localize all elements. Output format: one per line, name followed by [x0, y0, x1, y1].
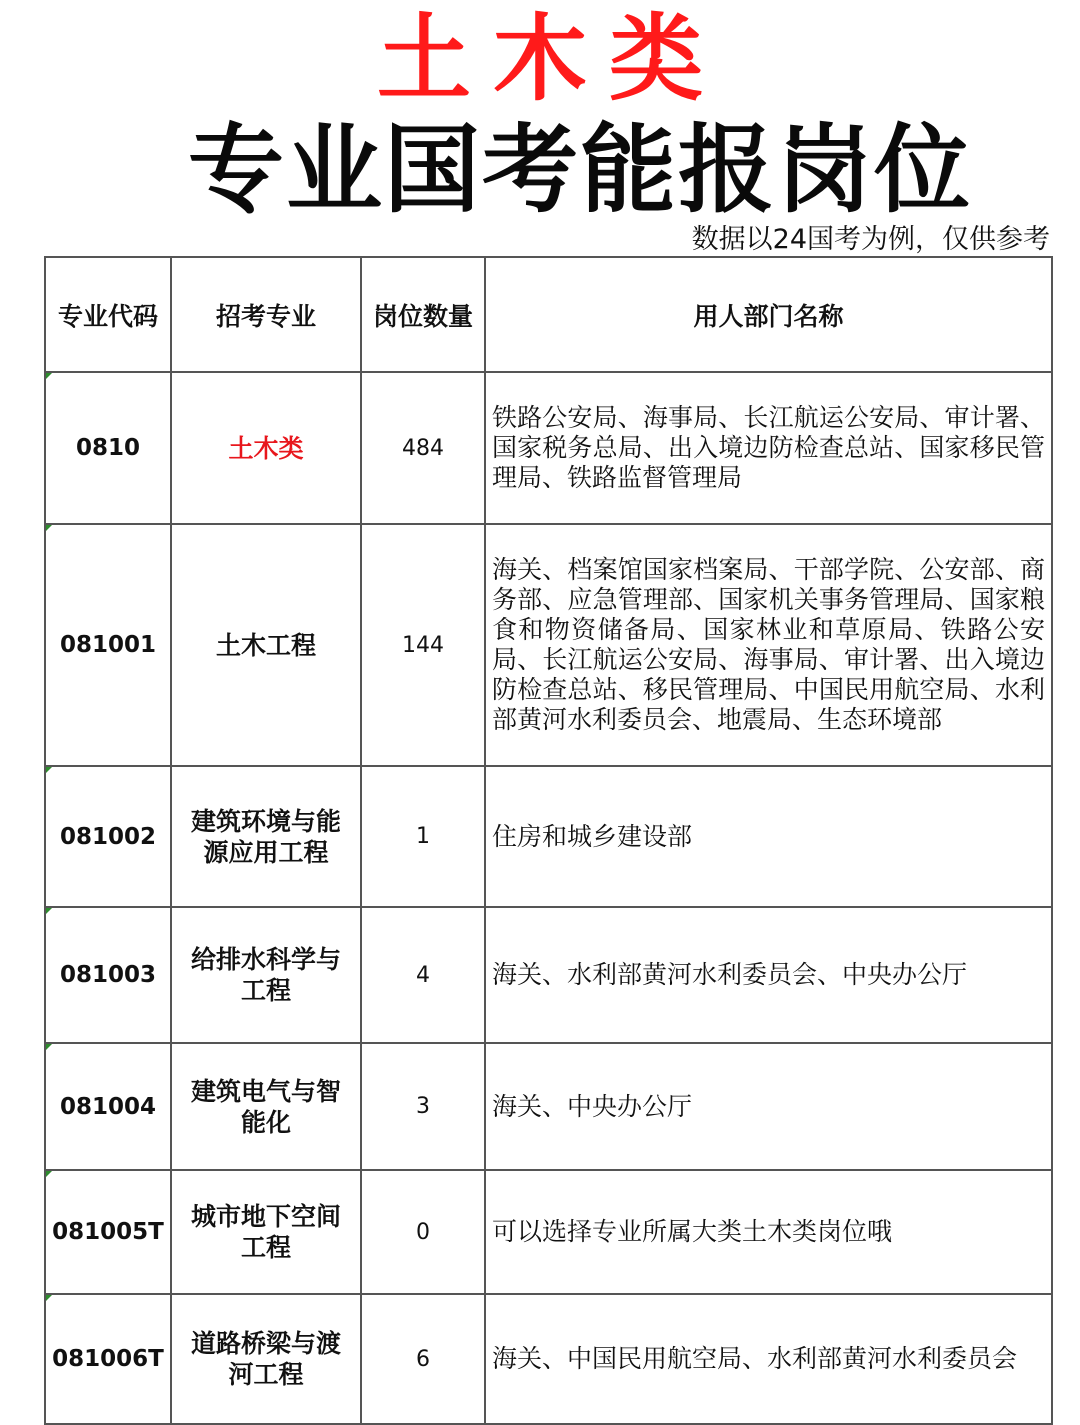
header-major: 招考专业 [171, 257, 361, 372]
table-row [45, 766, 1052, 907]
cell-code: 081001 [45, 524, 171, 766]
cell-dept: 海关、水利部黄河水利委员会、中央办公厅 [485, 907, 1052, 1043]
data-note: 数据以24国考为例，仅供参考 [691, 224, 1050, 255]
header-code: 专业代码 [45, 257, 171, 372]
cell-major: 土木类 [171, 372, 361, 524]
cell-count: 1 [361, 766, 485, 907]
cell-code: 081006T [45, 1294, 171, 1424]
cell-count: 144 [361, 524, 485, 766]
table-row [45, 524, 1052, 766]
cell-major: 道路桥梁与渡河工程 [171, 1294, 361, 1424]
cell-dept: 可以选择专业所属大类土木类岗位哦 [485, 1170, 1052, 1294]
table-row [45, 1170, 1052, 1294]
sub-title: 专业国考能报岗位 [188, 114, 972, 226]
cell-dept: 海关、中国民用航空局、水利部黄河水利委员会 [485, 1294, 1052, 1424]
cell-count: 4 [361, 907, 485, 1043]
cell-major: 给排水科学与工程 [171, 907, 361, 1043]
table-row [45, 1294, 1052, 1424]
cell-dept: 海关、档案馆国家档案局、干部学院、公安部、商务部、应急管理部、国家机关事务管理局、国家粮食和物资储备局、国家林业和草原局、铁路公安局、长江航运公安局、海事局、审计署、出入境边防检查总站、移民管理局、中国民用航空局、水利部黄河水利委员会、地震局、生态环境部 [485, 524, 1052, 766]
table-row [45, 372, 1052, 524]
cell-count: 3 [361, 1043, 485, 1170]
cell-count: 6 [361, 1294, 485, 1424]
cell-dept: 海关、中央办公厅 [485, 1043, 1052, 1170]
cell-major: 建筑环境与能源应用工程 [171, 766, 361, 907]
cell-major: 建筑电气与智能化 [171, 1043, 361, 1170]
table-row [45, 1043, 1052, 1170]
cell-major: 城市地下空间工程 [171, 1170, 361, 1294]
table-row [45, 907, 1052, 1043]
header-count: 岗位数量 [361, 257, 485, 372]
cell-code: 081003 [45, 907, 171, 1043]
cell-code: 0810 [45, 372, 171, 524]
table-header-row [45, 257, 1052, 372]
header-dept: 用人部门名称 [485, 257, 1052, 372]
jobs-table [44, 256, 1053, 1425]
main-title: 土木类 [376, 5, 725, 114]
cell-major: 土木工程 [171, 524, 361, 766]
cell-dept: 住房和城乡建设部 [485, 766, 1052, 907]
cell-code: 081005T [45, 1170, 171, 1294]
cell-count: 484 [361, 372, 485, 524]
cell-count: 0 [361, 1170, 485, 1294]
cell-dept: 铁路公安局、海事局、长江航运公安局、审计署、国家税务总局、出入境边防检查总站、国家移民管理局、铁路监督管理局 [485, 372, 1052, 524]
cell-code: 081002 [45, 766, 171, 907]
cell-code: 081004 [45, 1043, 171, 1170]
